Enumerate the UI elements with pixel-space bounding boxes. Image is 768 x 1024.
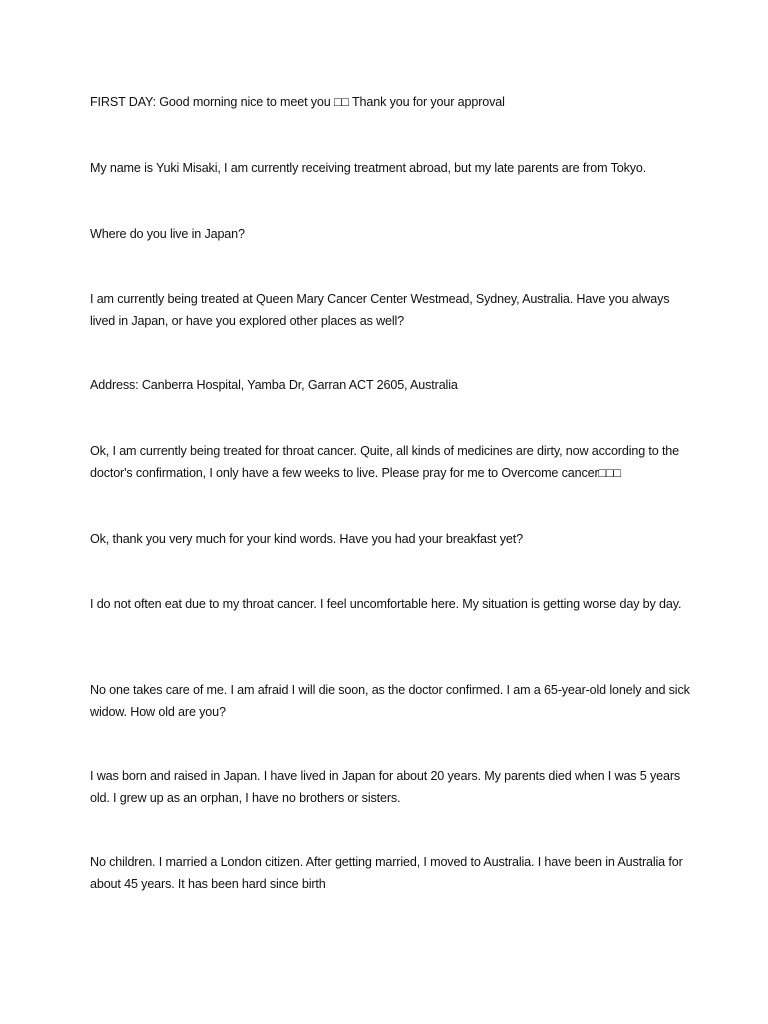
paragraph-name-introduction: My name is Yuki Misaki, I am currently receiving treatment abroad, but my late parents are from Tokyo. — [90, 161, 647, 175]
paragraph-where-do-you-live: Where do you live in Japan? — [90, 227, 245, 241]
paragraph-married-london-citizen: No children. I married a London citizen. After getting married, I moved to Australia. I have been in Australia for about 45 years. It has been hard since birth — [90, 855, 683, 891]
paragraph-treatment-location: I am currently being treated at Queen Mary Cancer Center Westmead, Sydney, Australia. Have you always lived in Japan, or have you explored other places as well? — [90, 292, 670, 328]
paragraph-hospital-address: Address: Canberra Hospital, Yamba Dr, Garran ACT 2605, Australia — [90, 378, 458, 392]
paragraph-lonely-widow: No one takes care of me. I am afraid I will die soon, as the doctor confirmed. I am a 65-year-old lonely and sick widow. How old are you? — [90, 683, 690, 719]
paragraph-born-in-japan: I was born and raised in Japan. I have lived in Japan for about 20 years. My parents died when I was 5 years old. I grew up as an orphan, I have no brothers or sisters. — [90, 769, 681, 805]
paragraph-throat-cancer: Ok, I am currently being treated for throat cancer. Quite, all kinds of medicines are dirty, now according to the doctor's confirmation, I only have a few weeks to live. Please pray for me to Overcome cancer□□□ — [90, 444, 680, 480]
paragraph-breakfast-question: Ok, thank you very much for your kind words. Have you had your breakfast yet? — [90, 532, 523, 546]
paragraph-not-eating: I do not often eat due to my throat cancer. I feel uncomfortable here. My situation is getting worse day by day. — [90, 597, 682, 611]
paragraph-first-day-greeting: FIRST DAY: Good morning nice to meet you □□ Thank you for your approval — [90, 95, 505, 109]
